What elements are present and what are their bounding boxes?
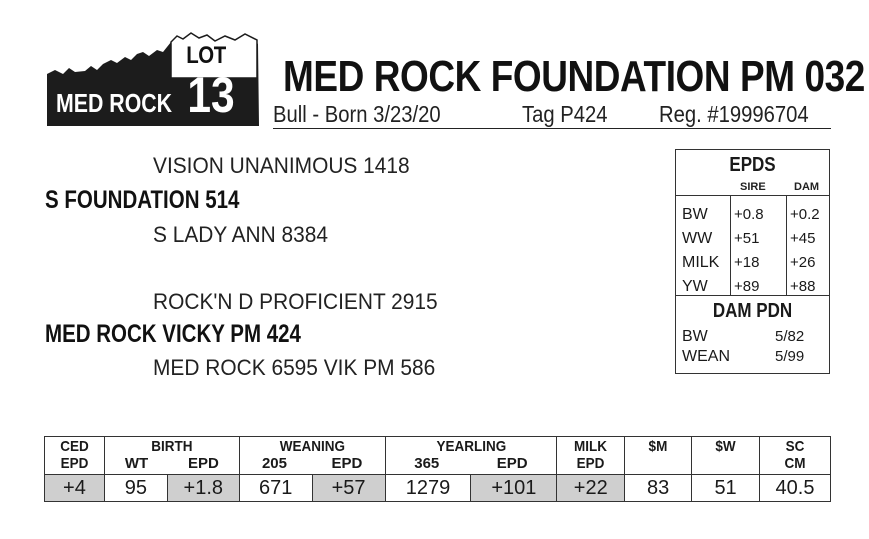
animal-name: MED ROCK FOUNDATION PM 032 (283, 52, 865, 101)
sc-cm-value: 40.5 (760, 475, 831, 502)
animal-info-line (273, 101, 831, 129)
birth-info: Bull - Born 3/23/20 (273, 101, 441, 127)
epd-dam-header: DAM (794, 181, 820, 193)
sire: S FOUNDATION 514 (45, 186, 240, 214)
epd-row-milk (676, 252, 829, 276)
yearling-365-value: 1279 (385, 475, 471, 502)
epd-row-yw (676, 276, 829, 300)
pdn-label: WEAN (682, 348, 730, 365)
yearling-header: YEARLING 365 EPD (385, 437, 557, 475)
birth-header: BIRTH WT EPD (104, 437, 239, 475)
epd-label: YW (682, 278, 708, 295)
epd-label: WW (682, 230, 713, 247)
epd-sire-value: +89 (734, 278, 760, 295)
sire-sire: VISION UNANIMOUS 1418 (153, 153, 410, 178)
sw-header: $W (692, 437, 760, 475)
epds-title: EPDS (729, 154, 776, 176)
performance-table (44, 436, 831, 502)
epd-sire-value: +0.8 (734, 206, 764, 223)
ced-epd-value: +4 (45, 475, 105, 502)
dam: MED ROCK VICKY PM 424 (45, 320, 301, 348)
epd-dam-value: +0.2 (790, 206, 820, 223)
pdn-value: 5/99 (775, 348, 805, 365)
milk-header: MILK EPD (557, 437, 625, 475)
sm-value: 83 (625, 475, 692, 502)
sire-dam: S LADY ANN 8384 (153, 222, 329, 247)
ced-header: CED EPD (45, 437, 105, 475)
epd-label: BW (682, 206, 708, 223)
brand-name: MED ROCK (56, 88, 173, 118)
epd-row-ww (676, 228, 829, 252)
tag-number: Tag P424 (522, 101, 608, 127)
med-rock-logo (45, 30, 260, 126)
epd-box (675, 149, 830, 374)
dam-sire: ROCK'N D PROFICIENT 2915 (153, 289, 438, 314)
epd-label: MILK (682, 254, 720, 271)
dam-dam: MED ROCK 6595 VIK PM 586 (153, 355, 436, 380)
table-header-row (45, 437, 831, 475)
weaning-205-value: 671 (239, 475, 312, 502)
birth-epd-value: +1.8 (167, 475, 239, 502)
table-value-row (45, 475, 831, 502)
birth-wt-value: 95 (104, 475, 167, 502)
epd-row-bw (676, 204, 829, 228)
lot-number: 13 (187, 67, 235, 123)
milk-epd-value: +22 (557, 475, 625, 502)
weaning-epd-value: +57 (312, 475, 385, 502)
sw-value: 51 (692, 475, 760, 502)
epd-sire-value: +18 (734, 254, 760, 271)
yearling-epd-value: +101 (471, 475, 557, 502)
sm-header: $M (625, 437, 692, 475)
pdn-label: BW (682, 328, 708, 345)
registration-number: Reg. #19996704 (659, 101, 809, 127)
epd-sire-header: SIRE (740, 181, 766, 193)
epd-dam-value: +45 (790, 230, 816, 247)
epd-dam-value: +26 (790, 254, 816, 271)
epd-sire-value: +51 (734, 230, 760, 247)
dam-pdn-title: DAM PDN (712, 300, 793, 322)
sc-header: SC CM (760, 437, 831, 475)
lot-label: LOT (186, 42, 226, 69)
weaning-header: WEANING 205 EPD (239, 437, 385, 475)
pdn-value: 5/82 (775, 328, 805, 345)
epd-dam-value: +88 (790, 278, 816, 295)
